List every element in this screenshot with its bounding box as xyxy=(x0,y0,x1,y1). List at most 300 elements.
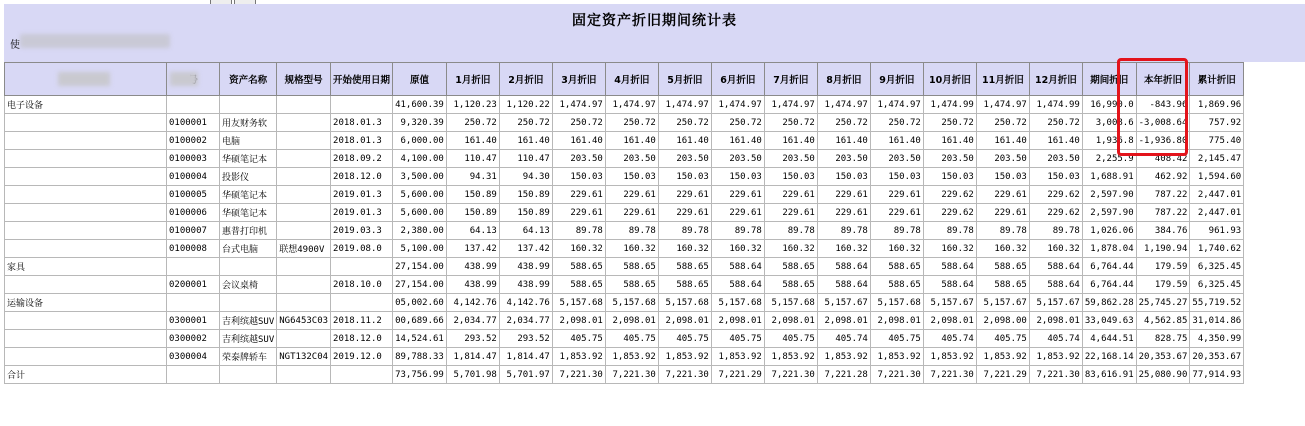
category-cell xyxy=(5,186,167,204)
table-row[interactable] xyxy=(5,330,1244,348)
category-cell xyxy=(5,276,167,294)
value-cell: 179.59 xyxy=(1136,258,1190,276)
start-date-cell: 2019.01.3 xyxy=(331,204,393,222)
asset-name-cell xyxy=(220,366,277,384)
value-cell: 1,474.99 xyxy=(923,96,976,114)
start-date-cell: 2018.01.3 xyxy=(331,114,393,132)
value-cell: 2,098.01 xyxy=(870,312,923,330)
value-cell: 1,474.97 xyxy=(658,96,711,114)
value-cell: 1,026.06 xyxy=(1082,222,1136,240)
value-cell: 229.61 xyxy=(764,186,817,204)
value-cell: 229.62 xyxy=(923,186,976,204)
column-header[interactable]: 6月折旧 xyxy=(711,63,764,96)
column-header[interactable]: 11月折旧 xyxy=(976,63,1029,96)
column-header[interactable]: 本年折旧 xyxy=(1136,63,1190,96)
value-cell: 161.40 xyxy=(923,132,976,150)
value-cell: 1,853.92 xyxy=(605,348,658,366)
value-cell: 6,764.44 xyxy=(1082,276,1136,294)
value-cell: 229.61 xyxy=(552,204,605,222)
value-cell: 6,325.45 xyxy=(1190,258,1244,276)
spec-cell: 联想4900V xyxy=(277,240,331,258)
value-cell: 3,500.00 xyxy=(393,168,447,186)
value-cell: 250.72 xyxy=(446,114,499,132)
value-cell: 588.64 xyxy=(711,258,764,276)
value-cell: 64.13 xyxy=(446,222,499,240)
value-cell: 4,644.51 xyxy=(1082,330,1136,348)
spec-cell xyxy=(277,114,331,132)
category-cell xyxy=(5,150,167,168)
table-row[interactable] xyxy=(5,276,1244,294)
value-cell: 588.64 xyxy=(923,258,976,276)
value-cell: 250.72 xyxy=(499,114,552,132)
category-cell xyxy=(5,240,167,258)
value-cell: 161.40 xyxy=(605,132,658,150)
value-cell: 1,853.92 xyxy=(552,348,605,366)
value-cell: 828.75 xyxy=(1136,330,1190,348)
value-cell: 1,814.47 xyxy=(499,348,552,366)
value-cell: 1,853.92 xyxy=(817,348,870,366)
value-cell: 20,353.67 xyxy=(1190,348,1244,366)
value-cell: 1,474.97 xyxy=(817,96,870,114)
value-cell: 160.32 xyxy=(817,240,870,258)
value-cell: 7,221.30 xyxy=(923,366,976,384)
asset-code-cell: 0100003 xyxy=(167,150,220,168)
value-cell: 1,190.94 xyxy=(1136,240,1190,258)
value-cell: 438.99 xyxy=(446,276,499,294)
value-cell: 160.32 xyxy=(711,240,764,258)
value-cell: 22,168.14 xyxy=(1082,348,1136,366)
asset-code-cell: 0100006 xyxy=(167,204,220,222)
value-cell: 150.03 xyxy=(658,168,711,186)
value-cell: 4,562.85 xyxy=(1136,312,1190,330)
value-cell: 2,098.01 xyxy=(658,312,711,330)
value-cell: 2,098.01 xyxy=(711,312,764,330)
value-cell: 203.50 xyxy=(817,150,870,168)
value-cell: 89.78 xyxy=(605,222,658,240)
table-row[interactable] xyxy=(5,312,1244,330)
value-cell: 1,853.92 xyxy=(976,348,1029,366)
value-cell: 89.78 xyxy=(552,222,605,240)
value-cell: 16,990.0 xyxy=(1082,96,1136,114)
value-cell: 89.78 xyxy=(976,222,1029,240)
value-cell: 83,616.91 xyxy=(1082,366,1136,384)
column-header[interactable]: 3月折旧 xyxy=(552,63,605,96)
value-cell: 1,120.23 xyxy=(446,96,499,114)
value-cell: 775.40 xyxy=(1190,132,1244,150)
value-cell: 41,600.39 xyxy=(393,96,447,114)
value-cell: 588.64 xyxy=(1029,258,1082,276)
value-cell: 1,474.97 xyxy=(870,96,923,114)
value-cell: 55,719.52 xyxy=(1190,294,1244,312)
value-cell: 5,157.68 xyxy=(870,294,923,312)
value-cell: -843.96 xyxy=(1136,96,1190,114)
value-cell: 405.75 xyxy=(658,330,711,348)
value-cell: 757.92 xyxy=(1190,114,1244,132)
value-cell: 405.74 xyxy=(1029,330,1082,348)
value-cell: -1,936.80 xyxy=(1136,132,1190,150)
value-cell: 203.50 xyxy=(976,150,1029,168)
value-cell: 150.03 xyxy=(711,168,764,186)
spec-cell xyxy=(277,294,331,312)
value-cell: 588.65 xyxy=(976,258,1029,276)
table-row[interactable] xyxy=(5,132,1244,150)
total-row[interactable] xyxy=(5,366,1244,384)
value-cell: 5,157.67 xyxy=(976,294,1029,312)
value-cell: 150.03 xyxy=(1029,168,1082,186)
value-cell: 150.89 xyxy=(499,186,552,204)
value-cell: 89.78 xyxy=(764,222,817,240)
value-cell: 150.03 xyxy=(605,168,658,186)
value-cell: 250.72 xyxy=(923,114,976,132)
asset-code-cell: 0100007 xyxy=(167,222,220,240)
redacted-header-cell xyxy=(170,72,198,86)
value-cell: 2,597.90 xyxy=(1082,204,1136,222)
value-cell: 89.78 xyxy=(658,222,711,240)
asset-name-cell xyxy=(220,258,277,276)
table-row[interactable] xyxy=(5,186,1244,204)
table-row[interactable] xyxy=(5,114,1244,132)
value-cell: 1,474.97 xyxy=(605,96,658,114)
column-header[interactable]: 规格型号 xyxy=(277,63,331,96)
asset-name-cell: 吉利缤越SUV xyxy=(220,312,277,330)
value-cell: 250.72 xyxy=(552,114,605,132)
value-cell: 89.78 xyxy=(817,222,870,240)
asset-name-cell: 华硕笔记本 xyxy=(220,150,277,168)
value-cell: 229.61 xyxy=(817,204,870,222)
column-header[interactable]: 1月折旧 xyxy=(446,63,499,96)
value-cell: 5,157.68 xyxy=(711,294,764,312)
asset-name-cell: 惠普打印机 xyxy=(220,222,277,240)
value-cell: 229.61 xyxy=(605,186,658,204)
value-cell: 64.13 xyxy=(499,222,552,240)
value-cell: 150.89 xyxy=(446,186,499,204)
category-cell xyxy=(5,348,167,366)
value-cell: 203.50 xyxy=(552,150,605,168)
value-cell: 588.65 xyxy=(658,276,711,294)
spec-cell xyxy=(277,366,331,384)
value-cell: 150.89 xyxy=(499,204,552,222)
value-cell: 5,157.68 xyxy=(552,294,605,312)
category-cell xyxy=(5,168,167,186)
start-date-cell: 2018.01.3 xyxy=(331,132,393,150)
table-row[interactable] xyxy=(5,150,1244,168)
value-cell: 229.61 xyxy=(605,204,658,222)
value-cell: 7,221.29 xyxy=(976,366,1029,384)
value-cell: 229.61 xyxy=(658,186,711,204)
asset-name-cell: 用友财务软 xyxy=(220,114,277,132)
report-header xyxy=(4,4,1305,62)
value-cell: 250.72 xyxy=(976,114,1029,132)
column-header[interactable]: 原值 xyxy=(393,63,447,96)
value-cell: 588.65 xyxy=(764,276,817,294)
value-cell: 7,221.30 xyxy=(870,366,923,384)
value-cell: 6,325.45 xyxy=(1190,276,1244,294)
value-cell: 27,154.00 xyxy=(393,276,447,294)
value-cell: 229.61 xyxy=(870,186,923,204)
value-cell: 7,221.30 xyxy=(1029,366,1082,384)
value-cell: 1,474.97 xyxy=(764,96,817,114)
value-cell: 2,255.9 xyxy=(1082,150,1136,168)
start-date-cell xyxy=(331,294,393,312)
value-cell: 5,157.68 xyxy=(764,294,817,312)
value-cell: 3,008.6 xyxy=(1082,114,1136,132)
value-cell: 9,320.39 xyxy=(393,114,447,132)
table-row[interactable] xyxy=(5,204,1244,222)
asset-name-cell: 华硕笔记本 xyxy=(220,186,277,204)
spec-cell xyxy=(277,168,331,186)
value-cell: 229.61 xyxy=(711,186,764,204)
value-cell: 588.64 xyxy=(817,258,870,276)
value-cell: 1,688.91 xyxy=(1082,168,1136,186)
value-cell: 229.61 xyxy=(658,204,711,222)
column-header[interactable]: 期间折旧 xyxy=(1082,63,1136,96)
value-cell: 203.50 xyxy=(605,150,658,168)
start-date-cell: 2018.10.0 xyxy=(331,276,393,294)
value-cell: 2,447.01 xyxy=(1190,204,1244,222)
table-row[interactable] xyxy=(5,240,1244,258)
spec-cell: NG6453C03 xyxy=(277,312,331,330)
value-cell: 33,049.63 xyxy=(1082,312,1136,330)
value-cell: 25,745.27 xyxy=(1136,294,1190,312)
value-cell: 73,756.99 xyxy=(393,366,447,384)
value-cell: 787.22 xyxy=(1136,204,1190,222)
asset-name-cell: 荣泰牌轿车 xyxy=(220,348,277,366)
value-cell: 6,764.44 xyxy=(1082,258,1136,276)
value-cell: 160.32 xyxy=(658,240,711,258)
value-cell: 405.75 xyxy=(976,330,1029,348)
value-cell: 408.42 xyxy=(1136,150,1190,168)
column-header[interactable]: 开始使用日期 xyxy=(331,63,393,96)
spec-cell xyxy=(277,132,331,150)
spec-cell xyxy=(277,222,331,240)
asset-code-cell: 0100008 xyxy=(167,240,220,258)
value-cell: 161.40 xyxy=(764,132,817,150)
value-cell: 5,701.97 xyxy=(499,366,552,384)
spec-cell xyxy=(277,330,331,348)
start-date-cell: 2018.12.0 xyxy=(331,168,393,186)
value-cell: 150.03 xyxy=(764,168,817,186)
value-cell: 405.75 xyxy=(605,330,658,348)
value-cell: 2,380.00 xyxy=(393,222,447,240)
value-cell: 160.32 xyxy=(923,240,976,258)
value-cell: 2,145.47 xyxy=(1190,150,1244,168)
value-cell: 250.72 xyxy=(764,114,817,132)
asset-code-cell: 0200001 xyxy=(167,276,220,294)
value-cell: 161.40 xyxy=(552,132,605,150)
asset-code-cell: 0300001 xyxy=(167,312,220,330)
value-cell: 05,002.60 xyxy=(393,294,447,312)
value-cell: 229.61 xyxy=(764,204,817,222)
value-cell: 438.99 xyxy=(499,258,552,276)
value-cell: 77,914.93 xyxy=(1190,366,1244,384)
value-cell: 150.03 xyxy=(552,168,605,186)
value-cell: 250.72 xyxy=(605,114,658,132)
category-cell: 电子设备 xyxy=(5,96,167,114)
value-cell: 2,447.01 xyxy=(1190,186,1244,204)
value-cell: 229.62 xyxy=(1029,204,1082,222)
value-cell: 229.61 xyxy=(711,204,764,222)
column-header[interactable]: 7月折旧 xyxy=(764,63,817,96)
asset-name-cell: 会议桌椅 xyxy=(220,276,277,294)
start-date-cell: 2018.11.2 xyxy=(331,312,393,330)
spec-cell xyxy=(277,96,331,114)
value-cell: 89.78 xyxy=(870,222,923,240)
value-cell: 59,862.28 xyxy=(1082,294,1136,312)
value-cell: 229.61 xyxy=(817,186,870,204)
value-cell: 20,353.67 xyxy=(1136,348,1190,366)
value-cell: 1,878.04 xyxy=(1082,240,1136,258)
category-cell xyxy=(5,312,167,330)
value-cell: 1,740.62 xyxy=(1190,240,1244,258)
value-cell: 5,157.67 xyxy=(923,294,976,312)
value-cell: 203.50 xyxy=(764,150,817,168)
start-date-cell: 2018.12.0 xyxy=(331,330,393,348)
group-row[interactable] xyxy=(5,258,1244,276)
value-cell: 161.40 xyxy=(446,132,499,150)
value-cell: 250.72 xyxy=(870,114,923,132)
value-cell: 160.32 xyxy=(552,240,605,258)
value-cell: 4,142.76 xyxy=(499,294,552,312)
value-cell: 160.32 xyxy=(764,240,817,258)
value-cell: 588.64 xyxy=(1029,276,1082,294)
value-cell: 588.65 xyxy=(605,258,658,276)
group-row[interactable] xyxy=(5,294,1244,312)
value-cell: 94.31 xyxy=(446,168,499,186)
value-cell: 250.72 xyxy=(658,114,711,132)
value-cell: 203.50 xyxy=(1029,150,1082,168)
asset-name-cell: 台式电脑 xyxy=(220,240,277,258)
value-cell: 229.61 xyxy=(976,204,1029,222)
value-cell: 405.75 xyxy=(711,330,764,348)
asset-name-cell xyxy=(220,294,277,312)
depreciation-table xyxy=(4,62,1244,384)
value-cell: 31,014.86 xyxy=(1190,312,1244,330)
asset-code-cell: 0100005 xyxy=(167,186,220,204)
value-cell: 1,853.92 xyxy=(923,348,976,366)
value-cell: 5,157.67 xyxy=(1029,294,1082,312)
value-cell: 4,350.99 xyxy=(1190,330,1244,348)
value-cell: 229.61 xyxy=(976,186,1029,204)
column-header[interactable]: 10月折旧 xyxy=(923,63,976,96)
value-cell: 5,157.67 xyxy=(817,294,870,312)
asset-code-cell xyxy=(167,258,220,276)
value-cell: 14,524.61 xyxy=(393,330,447,348)
column-header[interactable]: 8月折旧 xyxy=(817,63,870,96)
value-cell: 7,221.28 xyxy=(817,366,870,384)
value-cell: 161.40 xyxy=(976,132,1029,150)
value-cell: 150.03 xyxy=(923,168,976,186)
category-cell xyxy=(5,204,167,222)
category-cell xyxy=(5,132,167,150)
column-header[interactable]: 12月折旧 xyxy=(1029,63,1082,96)
value-cell: 588.65 xyxy=(870,258,923,276)
start-date-cell: 2019.03.3 xyxy=(331,222,393,240)
value-cell: 7,221.30 xyxy=(764,366,817,384)
group-row[interactable] xyxy=(5,96,1244,114)
table-row[interactable] xyxy=(5,222,1244,240)
value-cell: 384.76 xyxy=(1136,222,1190,240)
value-cell: 150.03 xyxy=(817,168,870,186)
value-cell: 405.75 xyxy=(764,330,817,348)
value-cell: 1,474.97 xyxy=(552,96,605,114)
value-cell: 1,853.92 xyxy=(658,348,711,366)
value-cell: 110.47 xyxy=(499,150,552,168)
asset-code-cell: 0100001 xyxy=(167,114,220,132)
asset-code-cell: 0300004 xyxy=(167,348,220,366)
column-header[interactable]: 资产名称 xyxy=(220,63,277,96)
value-cell: 203.50 xyxy=(870,150,923,168)
column-header[interactable]: 5月折旧 xyxy=(658,63,711,96)
value-cell: 250.72 xyxy=(711,114,764,132)
column-header[interactable]: 4月折旧 xyxy=(605,63,658,96)
value-cell: 150.89 xyxy=(446,204,499,222)
spec-cell xyxy=(277,204,331,222)
value-cell: 588.65 xyxy=(552,258,605,276)
value-cell: 1,869.96 xyxy=(1190,96,1244,114)
asset-code-cell: 0300002 xyxy=(167,330,220,348)
value-cell: 161.40 xyxy=(1029,132,1082,150)
spec-cell xyxy=(277,150,331,168)
value-cell: 2,098.01 xyxy=(605,312,658,330)
asset-name-cell: 投影仪 xyxy=(220,168,277,186)
category-cell xyxy=(5,330,167,348)
value-cell: 160.32 xyxy=(976,240,1029,258)
value-cell: 4,100.00 xyxy=(393,150,447,168)
value-cell: 2,098.01 xyxy=(1029,312,1082,330)
column-header[interactable]: 累计折旧 xyxy=(1190,63,1244,96)
table-row[interactable] xyxy=(5,168,1244,186)
asset-code-cell: 0100002 xyxy=(167,132,220,150)
column-header[interactable]: 2月折旧 xyxy=(499,63,552,96)
annual-depreciation-highlight xyxy=(1117,58,1188,156)
value-cell: 5,701.98 xyxy=(446,366,499,384)
table-row[interactable] xyxy=(5,348,1244,366)
value-cell: 229.61 xyxy=(870,204,923,222)
value-cell: 250.72 xyxy=(817,114,870,132)
value-cell: 6,000.00 xyxy=(393,132,447,150)
value-cell: 161.40 xyxy=(499,132,552,150)
value-cell: 1,853.92 xyxy=(1029,348,1082,366)
value-cell: 7,221.30 xyxy=(552,366,605,384)
value-cell: 5,100.00 xyxy=(393,240,447,258)
start-date-cell: 2019.08.0 xyxy=(331,240,393,258)
start-date-cell: 2019.01.3 xyxy=(331,186,393,204)
value-cell: 5,157.68 xyxy=(605,294,658,312)
value-cell: 405.75 xyxy=(552,330,605,348)
value-cell: 160.32 xyxy=(870,240,923,258)
value-cell: 405.75 xyxy=(870,330,923,348)
value-cell: 5,600.00 xyxy=(393,186,447,204)
value-cell: 160.32 xyxy=(605,240,658,258)
value-cell: 229.62 xyxy=(1029,186,1082,204)
spec-cell xyxy=(277,276,331,294)
value-cell: 2,098.00 xyxy=(976,312,1029,330)
value-cell: 25,080.90 xyxy=(1136,366,1190,384)
value-cell: 203.50 xyxy=(923,150,976,168)
value-cell: 1,120.22 xyxy=(499,96,552,114)
value-cell: 1,853.92 xyxy=(764,348,817,366)
value-cell: 1,853.92 xyxy=(711,348,764,366)
value-cell: 94.30 xyxy=(499,168,552,186)
asset-name-cell: 电脑 xyxy=(220,132,277,150)
value-cell: 203.50 xyxy=(658,150,711,168)
value-cell: 110.47 xyxy=(446,150,499,168)
column-header[interactable]: 9月折旧 xyxy=(870,63,923,96)
asset-name-cell: 吉利缤越SUV xyxy=(220,330,277,348)
category-cell: 合计 xyxy=(5,366,167,384)
value-cell: 4,142.76 xyxy=(446,294,499,312)
redacted-company-name xyxy=(20,34,170,48)
